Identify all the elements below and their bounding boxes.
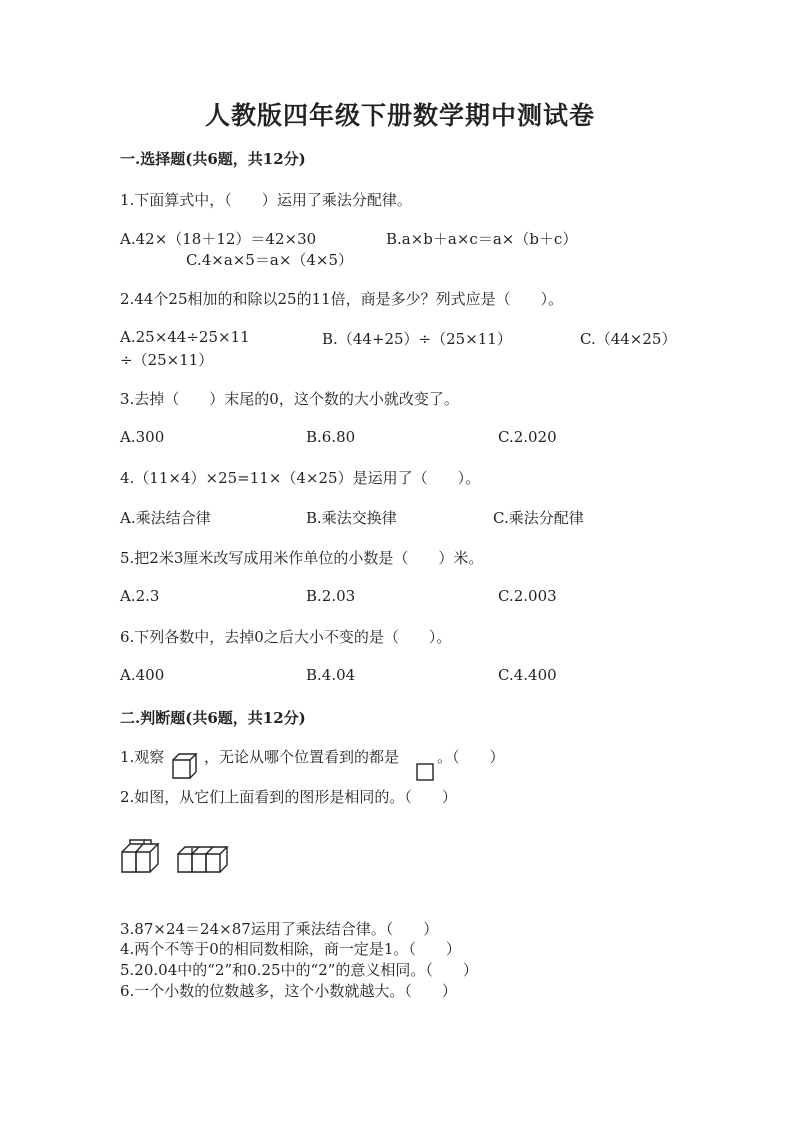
question-2-option-c: C.（44×25） — [580, 330, 677, 348]
question-4-option-b: B.乘法交换律 — [306, 509, 397, 527]
question-5-option-c: C.2.003 — [498, 587, 557, 605]
section-heading-judgement: 二.判断题(共6题，共12分) — [120, 709, 306, 727]
judge-4-stem: 4.两个不等于0的相同数相除，商一定是1。（ ） — [120, 940, 461, 958]
question-2-stem: 2.44个25相加的和除以25的11倍，商是多少？列式应是（ ）。 — [120, 290, 564, 308]
judge-1-part2: ，无论从哪个位置看到的都是 — [204, 748, 400, 766]
judge-6-stem: 6.一个小数的位数越多，这个小数就越大。（ ） — [120, 982, 457, 1000]
question-2-option-a: A.25×44÷25×11 — [120, 328, 250, 346]
cube-stack-right-figure — [176, 840, 234, 876]
judge-1-part1: 1.观察 — [120, 748, 165, 766]
question-4-stem: 4.（11×4）×25=11×（4×25）是运用了（ ）。 — [120, 469, 481, 487]
judge-3-stem: 3.87×24＝24×87运用了乘法结合律。（ ） — [120, 920, 439, 938]
question-4-option-c: C.乘法分配律 — [493, 509, 584, 527]
cube-icon — [172, 752, 198, 780]
question-1-option-b: B.a×b＋a×c＝a×（b＋c） — [386, 230, 578, 248]
question-2-option-c-cont: ÷（25×11） — [120, 351, 214, 369]
judge-2-stem: 2.如图，从它们上面看到的图形是相同的。（ ） — [120, 788, 457, 806]
cube-stack-left-figure — [120, 838, 166, 874]
square-icon — [416, 763, 434, 781]
section-heading-choice: 一.选择题(共6题，共12分) — [120, 150, 306, 168]
question-6-stem: 6.下列各数中，去掉0之后大小不变的是（ ）。 — [120, 628, 452, 646]
question-5-stem: 5.把2米3厘米改写成用米作单位的小数是（ ）米。 — [120, 549, 484, 567]
question-3-option-a: A.300 — [120, 428, 165, 446]
question-5-option-a: A.2.3 — [120, 587, 160, 605]
question-4-option-a: A.乘法结合律 — [120, 509, 211, 527]
question-6-option-a: A.400 — [120, 666, 165, 684]
judge-5-stem: 5.20.04中的“2”和0.25中的“2”的意义相同。（ ） — [120, 961, 478, 979]
question-1-option-a: A.42×（18＋12）＝42×30 — [120, 230, 317, 248]
page-title: 人教版四年级下册数学期中测试卷 — [204, 101, 595, 130]
question-6-option-c: C.4.400 — [498, 666, 557, 684]
question-1-stem: 1.下面算式中，（ ）运用了乘法分配律。 — [120, 191, 412, 209]
question-3-stem: 3.去掉（ ）末尾的0，这个数的大小就改变了。 — [120, 390, 459, 408]
question-5-option-b: B.2.03 — [306, 587, 356, 605]
judge-1-part3: 。（ ） — [437, 748, 505, 766]
question-2-option-b: B.（44+25）÷（25×11） — [322, 330, 512, 348]
question-3-option-b: B.6.80 — [306, 428, 356, 446]
question-3-option-c: C.2.020 — [498, 428, 557, 446]
question-1-option-c: C.4×a×5＝a×（4×5） — [186, 251, 354, 269]
question-6-option-b: B.4.04 — [306, 666, 356, 684]
